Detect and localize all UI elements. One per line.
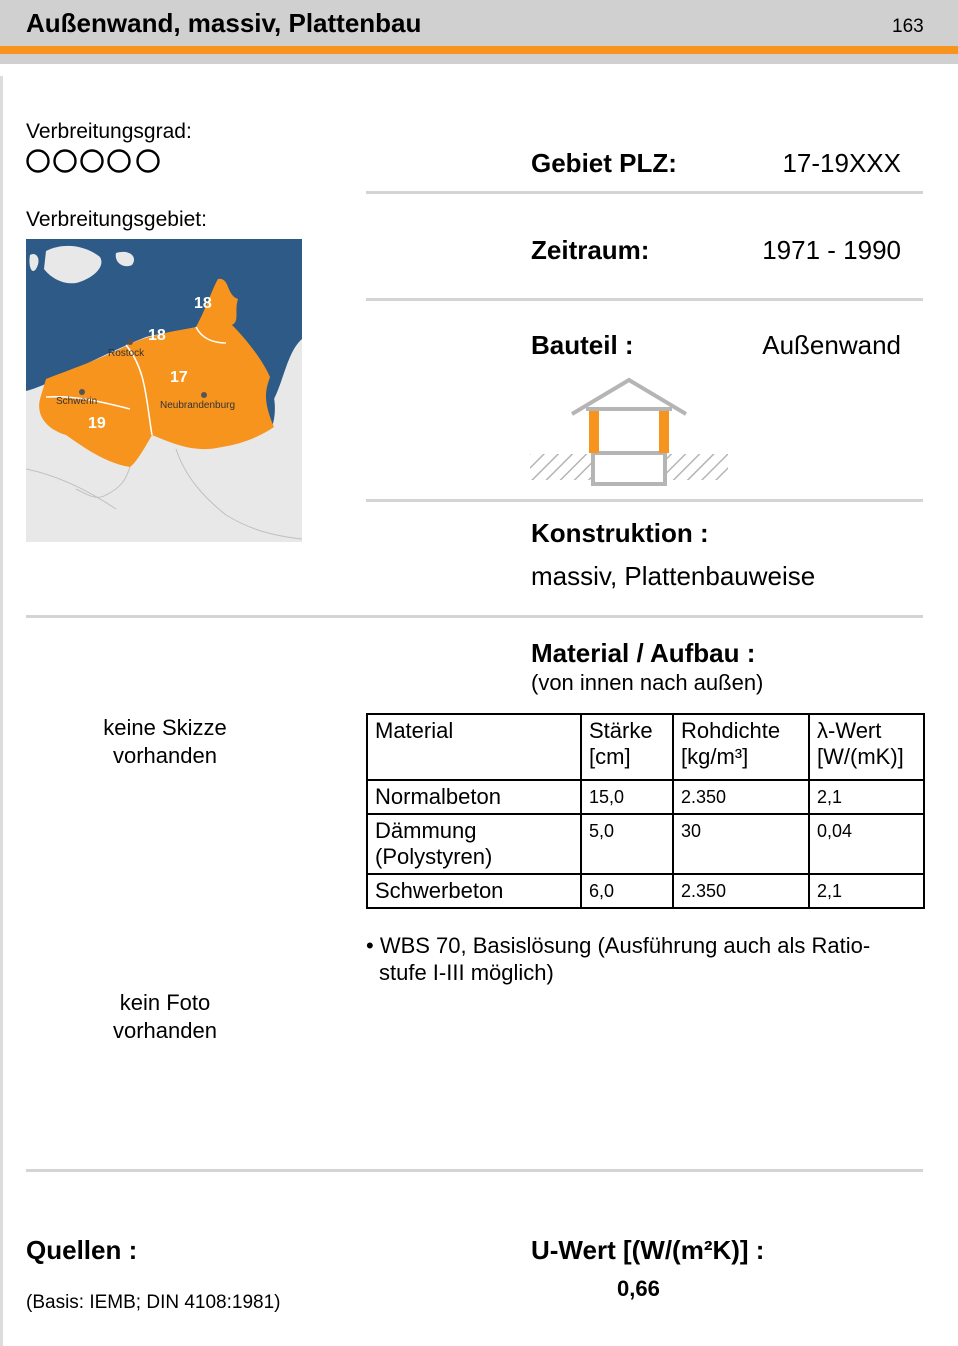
rating-circle-icon: [28, 151, 49, 172]
table-row: Schwerbeton 6,0 2.350 2,1: [367, 874, 924, 908]
page-title: Außenwand, massiv, Plattenbau: [26, 8, 422, 38]
gebiet-label: Gebiet PLZ:: [531, 148, 677, 178]
page-number: 163: [892, 16, 924, 37]
header-lambda: λ-Wert [W/(mK)]: [809, 714, 924, 780]
divider: [366, 298, 923, 301]
region-map: [26, 239, 302, 542]
svg-text:19: 19: [88, 415, 106, 432]
material-subtitle: (von innen nach außen): [531, 670, 764, 695]
table-row: Normalbeton 15,0 2.350 2,1: [367, 780, 924, 814]
bauteil-value: Außenwand: [762, 330, 901, 360]
uwert-value: 0,66: [617, 1276, 660, 1301]
house-wall-icon: [526, 372, 732, 488]
table-row: Dämmung (Polystyren) 5,0 30 0,04: [367, 814, 924, 874]
material-table: [366, 713, 925, 909]
table-header-row: [367, 714, 924, 780]
svg-text:17: 17: [170, 369, 188, 386]
material-note-continued: stufe I-III möglich): [379, 960, 554, 985]
skizze-note: keine Skizze vorhanden: [103, 715, 227, 768]
material-title: Material / Aufbau :: [531, 638, 756, 668]
svg-text:Schwerin: Schwerin: [56, 396, 98, 407]
svg-text:18: 18: [148, 327, 166, 344]
quellen-value: (Basis: IEMB; DIN 4108:1981): [26, 1292, 281, 1313]
svg-text:Neubrandenburg: Neubrandenburg: [160, 400, 236, 411]
divider: [366, 499, 923, 502]
header-rohdichte: Rohdichte [kg/m³]: [673, 714, 809, 780]
rating-circle-icon: [109, 151, 130, 172]
svg-text:Rostock: Rostock: [108, 348, 145, 359]
header-lower-stripe: [0, 54, 958, 64]
header-staerke: Stärke [cm]: [581, 714, 673, 780]
zeitraum-label: Zeitraum:: [531, 235, 650, 265]
konstruktion-value: massiv, Plattenbauweise: [531, 561, 816, 591]
rating-circle-icon: [55, 151, 76, 172]
verbreitungsgrad-label: Verbreitungsgrad:: [26, 120, 192, 143]
rating-circle-icon: [82, 151, 103, 172]
divider: [366, 191, 923, 194]
rating-circle-icon: [138, 151, 159, 172]
uwert-label: U-Wert [(W/(m²K)] :: [531, 1235, 765, 1265]
svg-text:18: 18: [194, 295, 212, 312]
header-accent-stripe: [0, 46, 958, 54]
section-divider: [26, 615, 923, 618]
material-note: • WBS 70, Basislösung (Ausführung auch als Ratio-: [366, 933, 871, 958]
zeitraum-value: 1971 - 1990: [762, 235, 901, 265]
foto-note: kein Foto vorhanden: [113, 990, 217, 1043]
quellen-label: Quellen :: [26, 1235, 138, 1265]
gebiet-value: 17-19XXX: [782, 148, 901, 178]
bauteil-label: Bauteil :: [531, 330, 634, 360]
verbreitungsgrad-rating: [26, 148, 166, 174]
left-margin-line: [0, 76, 3, 1346]
verbreitungsgebiet-label: Verbreitungsgebiet:: [26, 208, 207, 231]
konstruktion-label: Konstruktion :: [531, 518, 709, 548]
footer-divider: [26, 1169, 923, 1172]
header-material: Material: [367, 714, 581, 780]
